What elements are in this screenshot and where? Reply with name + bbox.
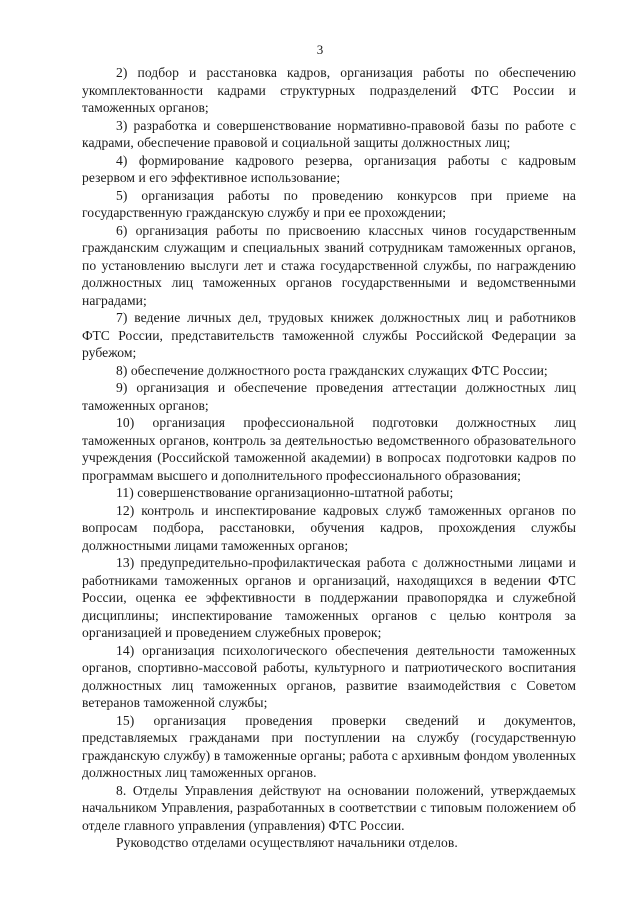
section-8-paragraph: 8. Отделы Управления действуют на основании положений, утверждаемых начальником Управления, разработанных в соответствии с типовым положением об отделе главного управления (управления) ФТС России. [82, 782, 576, 833]
list-item-12: 12) контроль и инспектирование кадровых служб таможенных органов по вопросам подбора, расстановки, обучения кадров, прохождения службы должностными лицами таможенных органов; [82, 502, 576, 553]
list-item-13: 13) предупредительно-профилактическая работа с должностными лицами и работниками таможенных органов и организаций, находящихся в ведении ФТС России, оценка ее эффективности в поддержании правопорядка и служебной дисциплины; инспектирование таможенных органов с целью контроля за организацией и проведением служебных проверок; [82, 555, 576, 640]
list-item-2: 2) подбор и расстановка кадров, организация работы по обеспечению укомплектованности кадрами структурных подразделений ФТС России и таможенных органов; [82, 65, 576, 115]
closing-paragraph: Руководство отделами осуществляют начальники отделов. [116, 835, 458, 850]
page-number: 3 [316, 42, 324, 57]
list-item-7: 7) ведение личных дел, трудовых книжек должностных лиц и работников ФТС России, представительств таможенной службы Российской Федерации за рубежом; [82, 310, 576, 360]
list-item-15: 15) организация проведения проверки сведений и документов, представляемых гражданами при поступлении на службу (государственную гражданскую службу) в таможенные органы; работа с архивным фондом уволенных должностных лиц таможенных органов. [82, 712, 576, 780]
document-body [82, 64, 576, 852]
list-item-8: 8) обеспечение должностного роста гражданских служащих ФТС России; [116, 362, 548, 378]
list-item-5: 5) организация работы по проведению конкурсов при приеме на государственную гражданскую службу и при ее прохождении; [82, 187, 576, 220]
list-item-6: 6) организация работы по присвоению классных чинов государственным гражданским служащим и специальных званий сотрудникам таможенных органов, по установлению выслуги лет и стажа государственной службы, по награждению должностных лиц таможенных органов государственными и ведомственными наградами; [82, 222, 576, 308]
list-item-9: 9) организация и обеспечение проведения аттестации должностных лиц таможенных органов; [82, 380, 576, 413]
list-item-14: 14) организация психологического обеспечения деятельности таможенных органов, спортивно-массовой работы, культурного и патриотического воспитания должностных лиц таможенных органов, развитие взаимодействия с Советом ветеранов таможенной службы; [82, 642, 576, 710]
list-item-11: 11) совершенствование организационно-штатной работы; [116, 485, 454, 500]
list-item-10: 10) организация профессиональной подготовки должностных лиц таможенных органов, контроль за деятельностью ведомственного образовательного учреждения (Российской таможенной академии) в вопросах подготовки кадров по программам высшего и дополнительного профессионального образования; [82, 415, 576, 483]
list-item-4: 4) формирование кадрового резерва, организация работы с кадровым резервом и его эффективное использование; [82, 152, 576, 185]
list-item-3: 3) разработка и совершенствование нормативно-правовой базы по работе с кадрами, обеспечение правовой и социальной защиты должностных лиц; [82, 117, 576, 150]
